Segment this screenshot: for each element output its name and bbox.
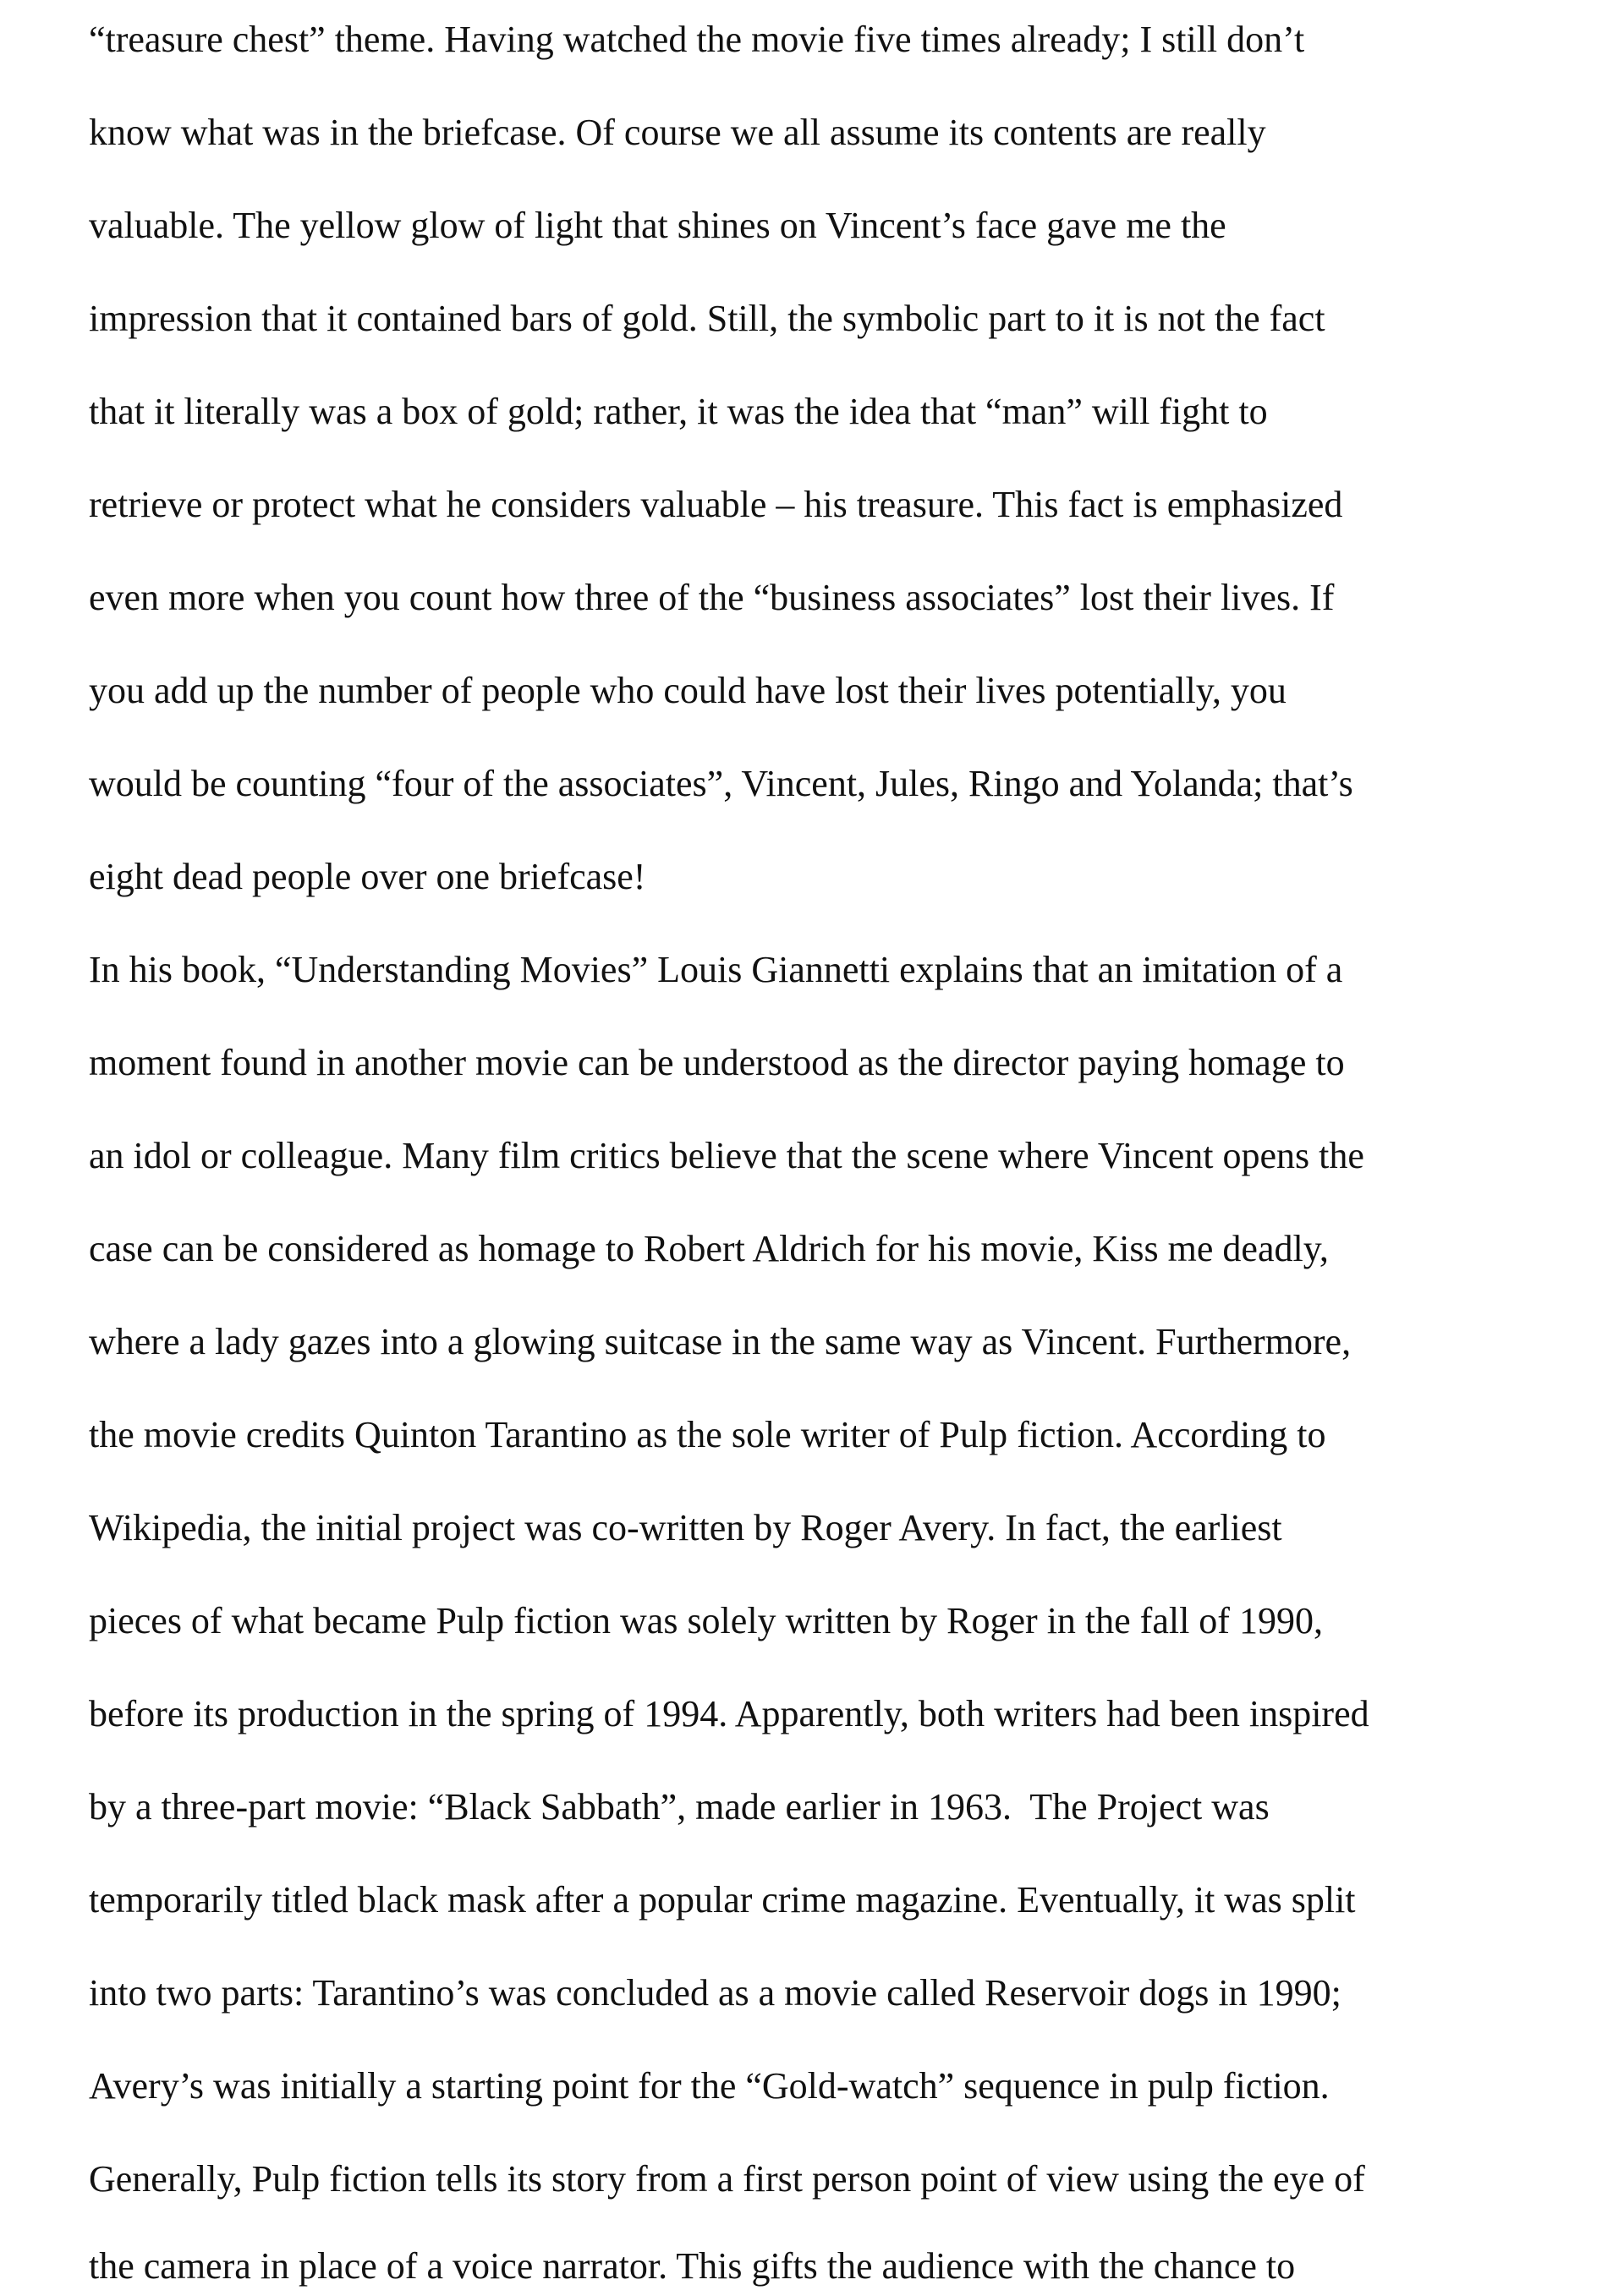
text-line: where a lady gazes into a glowing suitcase in the same way as Vincent. Furthermore, — [89, 1321, 1352, 1362]
text-line: case can be considered as homage to Robert Aldrich for his movie, Kiss me deadly, — [89, 1228, 1329, 1269]
text-line: retrieve or protect what he considers valuable – his treasure. This fact is emphasized — [89, 484, 1343, 525]
text-line: Wikipedia, the initial project was co-written by Roger Avery. In fact, the earliest — [89, 1507, 1282, 1548]
text-line: Avery’s was initially a starting point for the “Gold-watch” sequence in pulp fiction. — [89, 2065, 1330, 2107]
text-line: eight dead people over one briefcase! — [89, 856, 646, 897]
text-line: an idol or colleague. Many film critics believe that the scene where Vincent opens the — [89, 1135, 1364, 1176]
text-line: the movie credits Quinton Tarantino as the sole writer of Pulp fiction. According to — [89, 1414, 1326, 1455]
text-line: you add up the number of people who could have lost their lives potentially, you — [89, 670, 1287, 711]
text-line: that it literally was a box of gold; rather, it was the idea that “man” will fight to — [89, 391, 1268, 432]
text-line: moment found in another movie can be understood as the director paying homage to — [89, 1042, 1345, 1083]
text-line: “treasure chest” theme. Having watched the movie five times already; I still don’t — [89, 19, 1305, 60]
text-line: temporarily titled black mask after a popular crime magazine. Eventually, it was split — [89, 1879, 1356, 1921]
text-line: valuable. The yellow glow of light that shines on Vincent’s face gave me the — [89, 205, 1226, 246]
text-line: the camera in place of a voice narrator. This gifts the audience with the chance to — [89, 2245, 1296, 2287]
text-line: before its production in the spring of 1994. Apparently, both writers had been inspired — [89, 1693, 1369, 1734]
text-line: impression that it contained bars of gold. Still, the symbolic part to it is not the fact — [89, 298, 1325, 339]
text-line: In his book, “Understanding Movies” Louis Giannetti explains that an imitation of a — [89, 949, 1343, 990]
text-line: by a three-part movie: “Black Sabbath”, made earlier in 1963. The Project was — [89, 1786, 1270, 1827]
text-line: even more when you count how three of the “business associates” lost their lives. If — [89, 577, 1335, 618]
text-line: Generally, Pulp fiction tells its story from a first person point of view using the eye of — [89, 2158, 1365, 2200]
text-line: into two parts: Tarantino’s was concluded as a movie called Reservoir dogs in 1990; — [89, 1972, 1341, 2014]
text-line: know what was in the briefcase. Of course we all assume its contents are really — [89, 112, 1266, 153]
text-line: would be counting “four of the associates”, Vincent, Jules, Ringo and Yolanda; that’s — [89, 763, 1353, 804]
text-line: pieces of what became Pulp fiction was solely written by Roger in the fall of 1990, — [89, 1600, 1323, 1641]
